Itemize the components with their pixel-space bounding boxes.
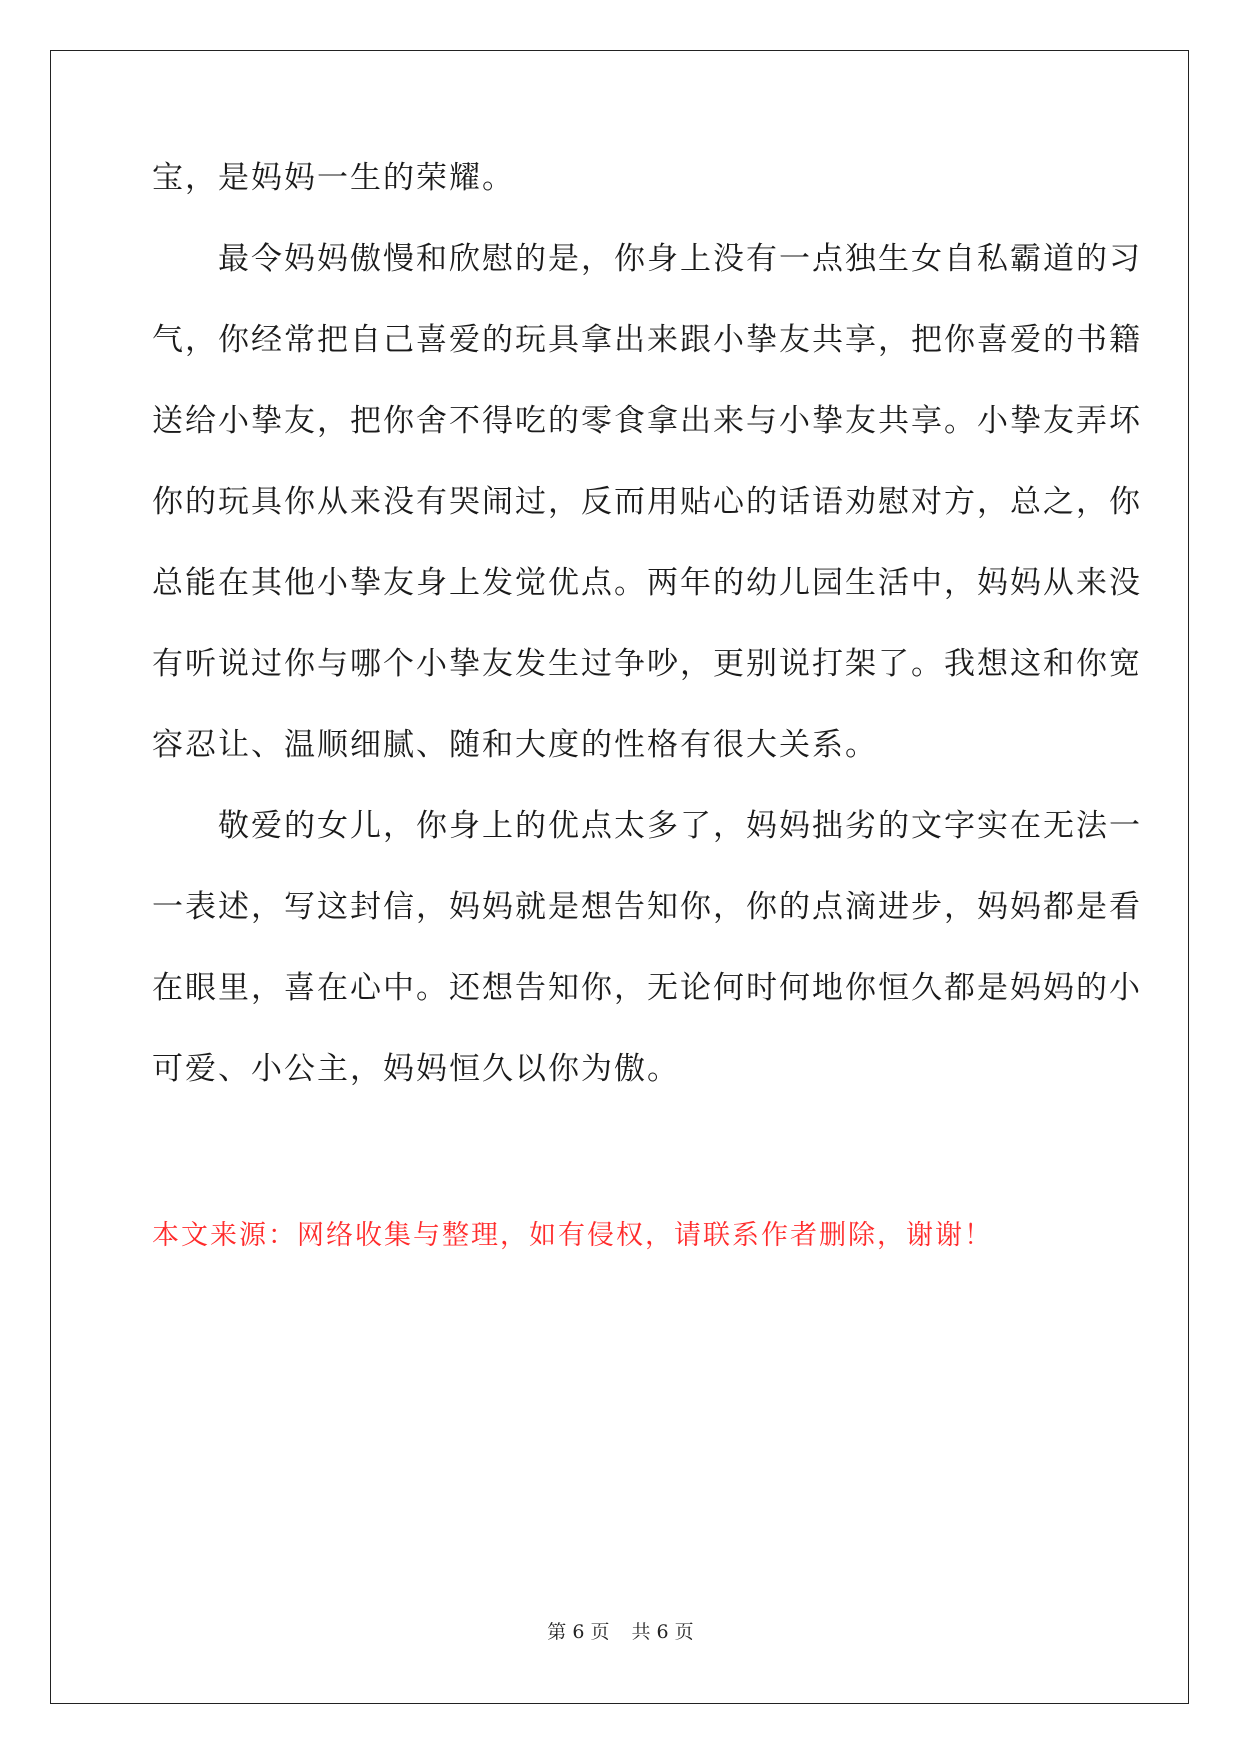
body-line: 有听说过你与哪个小挚友发生过争吵，更别说打架了。我想这和你宽: [152, 646, 1142, 682]
body-line: 送给小挚友，把你舍不得吃的零食拿出来与小挚友共享。小挚友弄坏: [152, 403, 1142, 439]
body-line: 气，你经常把自己喜爱的玩具拿出来跟小挚友共享，把你喜爱的书籍: [152, 322, 1142, 358]
body-line: 在眼里，喜在心中。还想告知你，无论何时何地你恒久都是妈妈的小: [152, 970, 1142, 1006]
body-line: 敬爱的女儿，你身上的优点太多了，妈妈拙劣的文字实在无法一: [152, 808, 1142, 844]
current-page-label: 第 6 页: [547, 1621, 610, 1643]
body-line: 你的玩具你从来没有哭闹过，反而用贴心的话语劝慰对方，总之，你: [152, 484, 1142, 520]
body-line: 容忍让、温顺细腻、随和大度的性格有很大关系。: [152, 727, 878, 763]
total-pages-label: 共 6 页: [631, 1621, 694, 1643]
body-line: 可爱、小公主，妈妈恒久以你为傲。: [152, 1051, 680, 1087]
body-line: 总能在其他小挚友身上发觉优点。两年的幼儿园生活中，妈妈从来没: [152, 565, 1142, 601]
source-note: 本文来源：网络收集与整理，如有侵权，请联系作者删除，谢谢！: [152, 1220, 993, 1251]
page-footer: [0, 1620, 1241, 1644]
body-line: 最令妈妈傲慢和欣慰的是，你身上没有一点独生女自私霸道的习: [152, 241, 1142, 277]
body-line: 宝，是妈妈一生的荣耀。: [152, 160, 515, 196]
body-line: 一表述，写这封信，妈妈就是想告知你，你的点滴进步，妈妈都是看: [152, 889, 1142, 925]
document-body: [152, 158, 1142, 1130]
